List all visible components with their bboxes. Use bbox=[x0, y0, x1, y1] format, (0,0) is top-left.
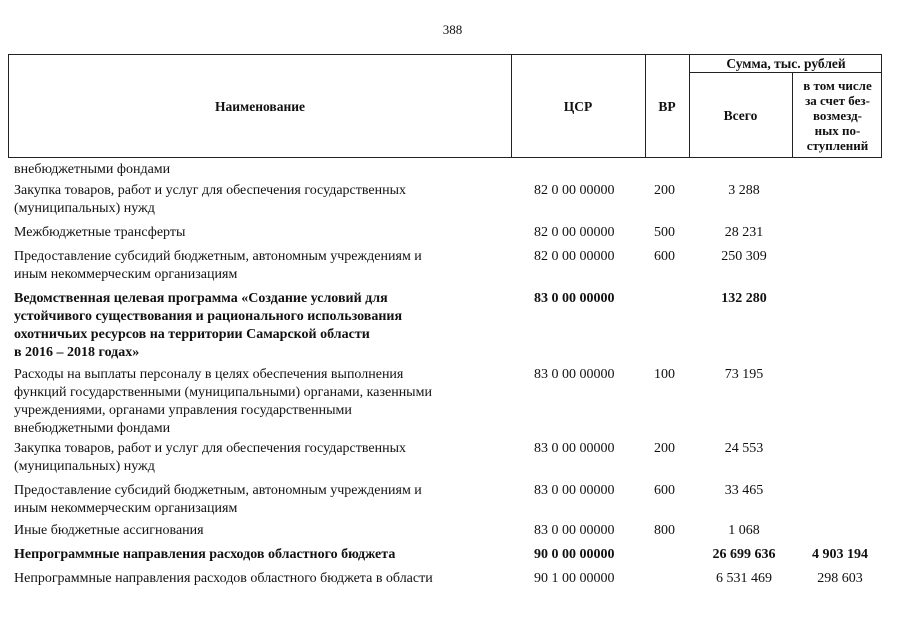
header-bez-line: в том числе bbox=[803, 78, 872, 93]
header-bez-line: ступлений bbox=[806, 138, 869, 153]
header-bez-line: возмезд- bbox=[813, 108, 862, 123]
row-name bbox=[14, 290, 504, 362]
row-name-line: внебюджетными фондами bbox=[14, 162, 171, 177]
row-csr: 82 0 00 00000 bbox=[534, 225, 615, 240]
row-name-line: Непрограммные направления расходов областного бюджета bbox=[14, 547, 396, 562]
row-name-line: внебюджетными фондами bbox=[14, 421, 171, 436]
row-total: 3 288 bbox=[728, 183, 760, 198]
row-csr: 90 1 00 00000 bbox=[534, 571, 615, 586]
page-number: 388 bbox=[442, 22, 463, 37]
row-name-line: Закупка товаров, работ и услуг для обеспечения государственных bbox=[14, 441, 407, 456]
row-vr: 500 bbox=[654, 225, 675, 240]
header-name: Наименование bbox=[215, 99, 305, 114]
header-vr: ВР bbox=[658, 99, 676, 114]
row-name-line: Ведомственная целевая программа «Создание условий для bbox=[14, 291, 388, 306]
row-name bbox=[14, 182, 504, 218]
row-name bbox=[14, 224, 504, 242]
row-name-line: иным некоммерческим организациям bbox=[14, 267, 238, 282]
header-bez bbox=[792, 72, 883, 159]
row-csr: 83 0 00 00000 bbox=[534, 483, 615, 498]
row-name bbox=[14, 440, 504, 476]
row-name-line: Иные бюджетные ассигнования bbox=[14, 523, 204, 538]
row-name-line: устойчивого существования и рационального использования bbox=[14, 309, 403, 324]
row-csr: 83 0 00 00000 bbox=[534, 367, 615, 382]
row-csr: 83 0 00 00000 bbox=[534, 291, 615, 306]
row-name bbox=[14, 570, 504, 588]
row-total: 28 231 bbox=[724, 225, 764, 240]
table-header bbox=[8, 54, 882, 158]
row-name bbox=[14, 161, 504, 179]
header-csr: ЦСР bbox=[563, 99, 593, 114]
row-csr: 90 0 00 00000 bbox=[534, 547, 615, 562]
row-name-line: (муниципальных) нужд bbox=[14, 201, 155, 216]
row-name-line: учреждениями, органами управления государственными bbox=[14, 403, 352, 418]
row-name bbox=[14, 522, 504, 540]
row-name bbox=[14, 546, 504, 564]
row-vr: 600 bbox=[654, 249, 675, 264]
row-name-line: Предоставление субсидий бюджетным, автономным учреждениям и bbox=[14, 249, 422, 264]
row-name-line: охотничьих ресурсов на территории Самарской области bbox=[14, 327, 370, 342]
row-bez: 298 603 bbox=[817, 571, 863, 586]
header-bez-line: ных по- bbox=[814, 123, 861, 138]
row-name-line: Непрограммные направления расходов областного бюджета в области bbox=[14, 571, 433, 586]
row-name-line: Межбюджетные трансферты bbox=[14, 225, 186, 240]
row-name-line: Закупка товаров, работ и услуг для обеспечения государственных bbox=[14, 183, 407, 198]
row-name bbox=[14, 366, 504, 438]
row-total: 26 699 636 bbox=[712, 547, 776, 562]
row-vr: 800 bbox=[654, 523, 675, 538]
row-total: 250 309 bbox=[721, 249, 767, 264]
row-vr: 200 bbox=[654, 183, 675, 198]
row-csr: 83 0 00 00000 bbox=[534, 441, 615, 456]
row-name bbox=[14, 248, 504, 284]
row-csr: 82 0 00 00000 bbox=[534, 249, 615, 264]
header-total: Всего bbox=[723, 107, 758, 123]
row-vr: 100 bbox=[654, 367, 675, 382]
row-name-line: Предоставление субсидий бюджетным, автономным учреждениям и bbox=[14, 483, 422, 498]
header-bez-line: за счет без- bbox=[805, 93, 870, 108]
row-total: 1 068 bbox=[728, 523, 760, 538]
row-total: 132 280 bbox=[721, 291, 767, 306]
row-total: 73 195 bbox=[724, 367, 764, 382]
row-csr: 83 0 00 00000 bbox=[534, 523, 615, 538]
row-name-line: (муниципальных) нужд bbox=[14, 459, 155, 474]
row-name-line: функций государственными (муниципальными) органами, казенными bbox=[14, 385, 432, 400]
row-total: 6 531 469 bbox=[716, 571, 772, 586]
row-name-line: Расходы на выплаты персоналу в целях обеспечения выполнения bbox=[14, 367, 404, 382]
row-name-line: иным некоммерческим организациям bbox=[14, 501, 238, 516]
row-vr: 600 bbox=[654, 483, 675, 498]
row-total: 24 553 bbox=[724, 441, 764, 456]
row-bez: 4 903 194 bbox=[812, 547, 868, 562]
header-sum-group: Сумма, тыс. рублей bbox=[726, 55, 846, 71]
row-total: 33 465 bbox=[724, 483, 764, 498]
row-name bbox=[14, 482, 504, 518]
row-name-line: в 2016 – 2018 годах» bbox=[14, 345, 140, 360]
row-vr: 200 bbox=[654, 441, 675, 456]
row-csr: 82 0 00 00000 bbox=[534, 183, 615, 198]
